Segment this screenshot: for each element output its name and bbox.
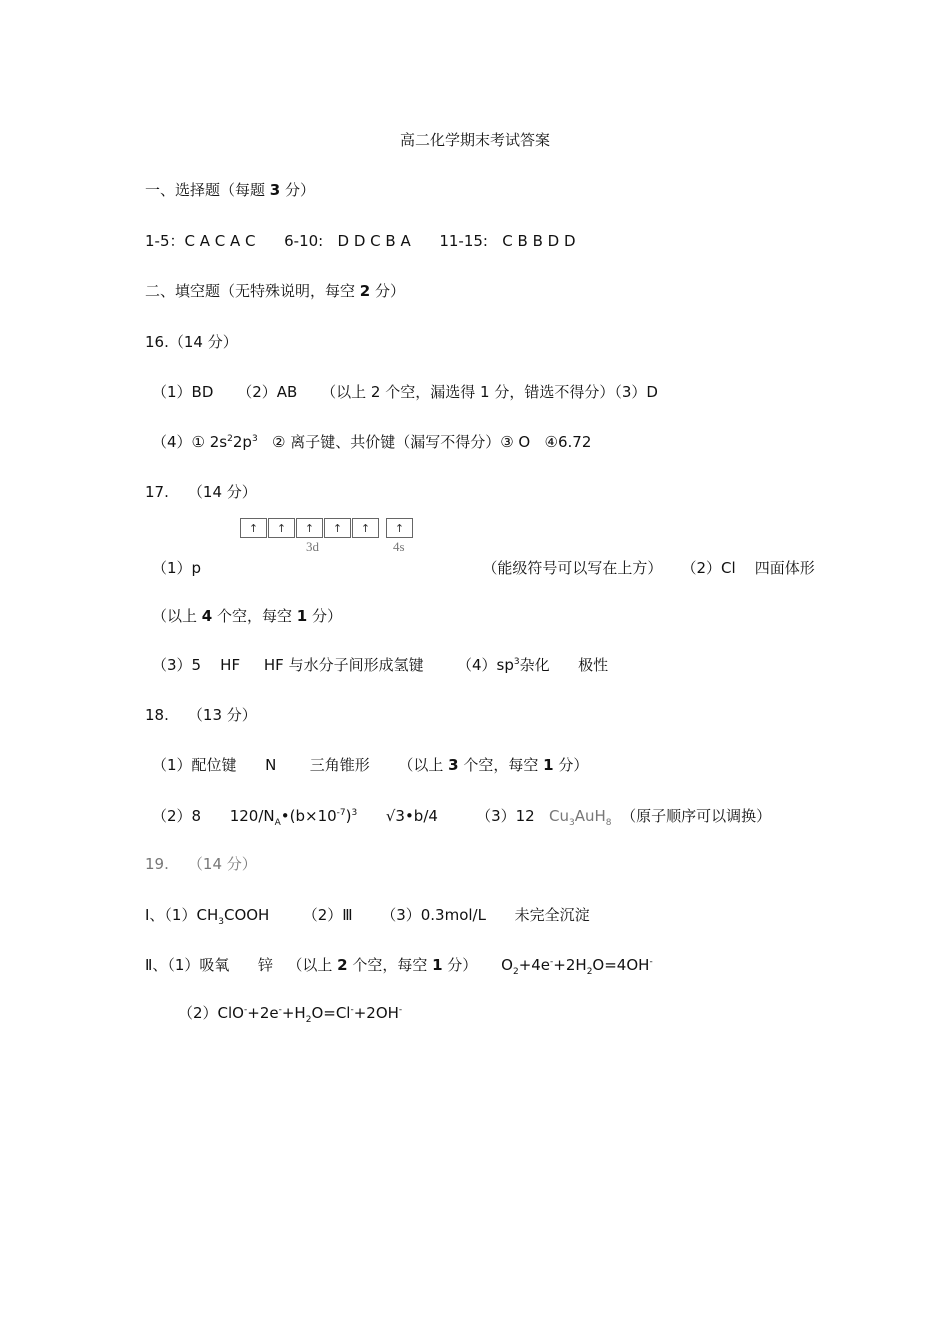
q19-part2-line1-text-7: - [550,957,554,967]
mc-answers [145,231,576,251]
q17-line3-text-2: 杂化 极性 [519,656,609,674]
q17-line1 [152,558,815,578]
q19-part2-line2-text-9: - [398,1005,403,1015]
q19-part1-text-0: Ⅰ、（1）CH [145,906,219,924]
q18-line2-text-11: （原子顺序可以调换） [611,807,772,825]
q17-line2-text-1: 4 [201,607,213,625]
q18-line2-text-6: √3•b/4 （3）12 [357,807,550,825]
q19-part2-line1-text-5: 2 [512,967,519,977]
q19-part2-line2-text-4: +H [281,1004,306,1022]
q19-part2-line1-text-11: - [649,957,653,967]
q19-part1 [145,905,590,925]
q17-line2-text-0: （以上 [152,607,202,625]
section-1-heading-text-0: 一、选择题（每题 [145,181,270,199]
q16-line2-text-2: 2p [232,433,252,451]
section-2-heading-text-2: 分） [370,282,405,300]
q18-line2-text-4: ) [345,807,352,825]
q16-line2-text-0: （4）① 2s [152,433,228,451]
q18-line2-text-7: Cu [549,807,569,825]
q19-part2-line2-text-8: +2OH [353,1004,399,1022]
q18-line2-text-9: AuH [574,807,606,825]
orbital-box-3d-4: ↑ [324,518,351,538]
q18-line1-text-3: 1 [543,756,554,774]
section-2-heading-text-0: 二、填空题（无特殊说明，每空 [145,282,360,300]
q18-line2-text-1: A [274,818,281,828]
section-1-heading-text-1: 3 [269,181,281,199]
q19-part2-line2-text-2: +2e [247,1004,279,1022]
q18-heading [145,705,257,725]
q18-line1-text-2: 个空，每空 [458,756,544,774]
q19-part1-text-1: 3 [218,917,224,927]
q19-part2-line2-text-1: - [244,1005,248,1015]
orbital-box-3d-5: ↑ [352,518,379,538]
q19-part2-line1-text-0: Ⅱ、（1）吸氧 锌 （以上 [145,956,338,974]
q19-part2-line2-text-6: O=Cl [311,1004,351,1022]
section-1-heading-text-2: 分） [280,181,315,199]
q18-line1-text-4: 分） [553,756,589,774]
q16-line2-text-1: 2 [227,434,233,444]
section-2-heading [145,281,405,301]
q19-part2-line1 [145,955,653,975]
q19-part2-line2-text-5: 2 [305,1015,312,1025]
q19-part2-line2-text-7: - [350,1005,354,1015]
q17-line2 [152,606,342,626]
q19-part2-line1-text-8: +2H [553,956,587,974]
q16-line2-text-4: ② 离子键、共价键（漏写不得分）③ O ④6.72 [257,433,592,451]
orbital-label-3d: 3d [306,539,319,554]
q17-line1-text-0: （1）p （能级符号可以写在上方） （2）Cl 四面体形 [152,559,815,577]
q19-part2-line1-text-3: 1 [432,956,443,974]
q18-line1-text-0: （1）配位键 N 三角锥形 （以上 [152,756,449,774]
q19-part2-line2-text-0: （2）ClO [178,1004,244,1022]
mc-answers-text-0: 1-5：C A C A C 6-10: D D C B A 11-15: C B B D D [145,232,576,250]
q18-line2-text-5: 3 [351,808,358,818]
orbital-label-4s: 4s [393,539,405,554]
q19-heading [145,854,257,874]
q18-line2-text-3: -7 [336,808,346,818]
q19-part2-line1-text-6: +4e [518,956,551,974]
q18-line1-text-1: 3 [448,756,459,774]
q18-line2-text-0: （2）8 120/N [152,807,275,825]
q19-part1-text-2: COOH （2）Ⅲ （3）0.3mol/L 未完全沉淀 [223,906,590,924]
q16-heading-text-0: 16.（14 分） [145,333,238,351]
q17-heading-text-0: 17. （14 分） [145,483,257,501]
q17-line3-text-1: 3 [513,657,520,667]
q18-line2 [152,806,771,826]
q16-heading [145,332,238,352]
q18-line1 [152,755,588,775]
q16-line2 [152,432,591,452]
orbital-box-3d-1: ↑ [240,518,267,538]
section-2-heading-text-1: 2 [359,282,371,300]
section-1-heading [145,180,315,200]
q19-part2-line2-text-3: - [278,1005,282,1015]
q19-part2-line2 [178,1003,402,1023]
q17-line3-text-0: （3）5 HF HF 与水分子间形成氢键 （4）sp [152,656,514,674]
orbital-box-4s: ↑ [386,518,413,538]
q19-part2-line1-text-2: 个空，每空 [347,956,433,974]
q18-line2-text-10: 8 [605,818,612,828]
q19-part2-line1-text-10: O=4OH [592,956,650,974]
q19-part2-line1-text-4: 分） O [442,956,513,974]
q17-line2-text-2: 个空，每空 [212,607,297,625]
q17-line3 [152,655,608,675]
q19-part2-line1-text-1: 2 [337,956,348,974]
q17-line2-text-4: 分） [307,607,342,625]
orbital-box-3d-3: ↑ [296,518,323,538]
q17-line2-text-3: 1 [296,607,308,625]
q19-part2-line1-text-9: 2 [586,967,593,977]
q17-heading [145,482,257,502]
q18-line2-text-8: 3 [569,818,575,828]
orbital-box-3d-2: ↑ [268,518,295,538]
q19-heading-text-0: 19. （14 分） [145,855,257,873]
page-title: 高二化学期末考试答案 [399,131,550,149]
q16-line1 [152,382,658,402]
q18-heading-text-0: 18. （13 分） [145,706,257,724]
q16-line2-text-3: 3 [251,434,258,444]
q18-line2-text-2: •(b×10 [280,807,337,825]
q16-line1-text-0: （1）BD （2）AB （以上 2 个空，漏选得 1 分，错选不得分）（3）D [152,383,658,401]
